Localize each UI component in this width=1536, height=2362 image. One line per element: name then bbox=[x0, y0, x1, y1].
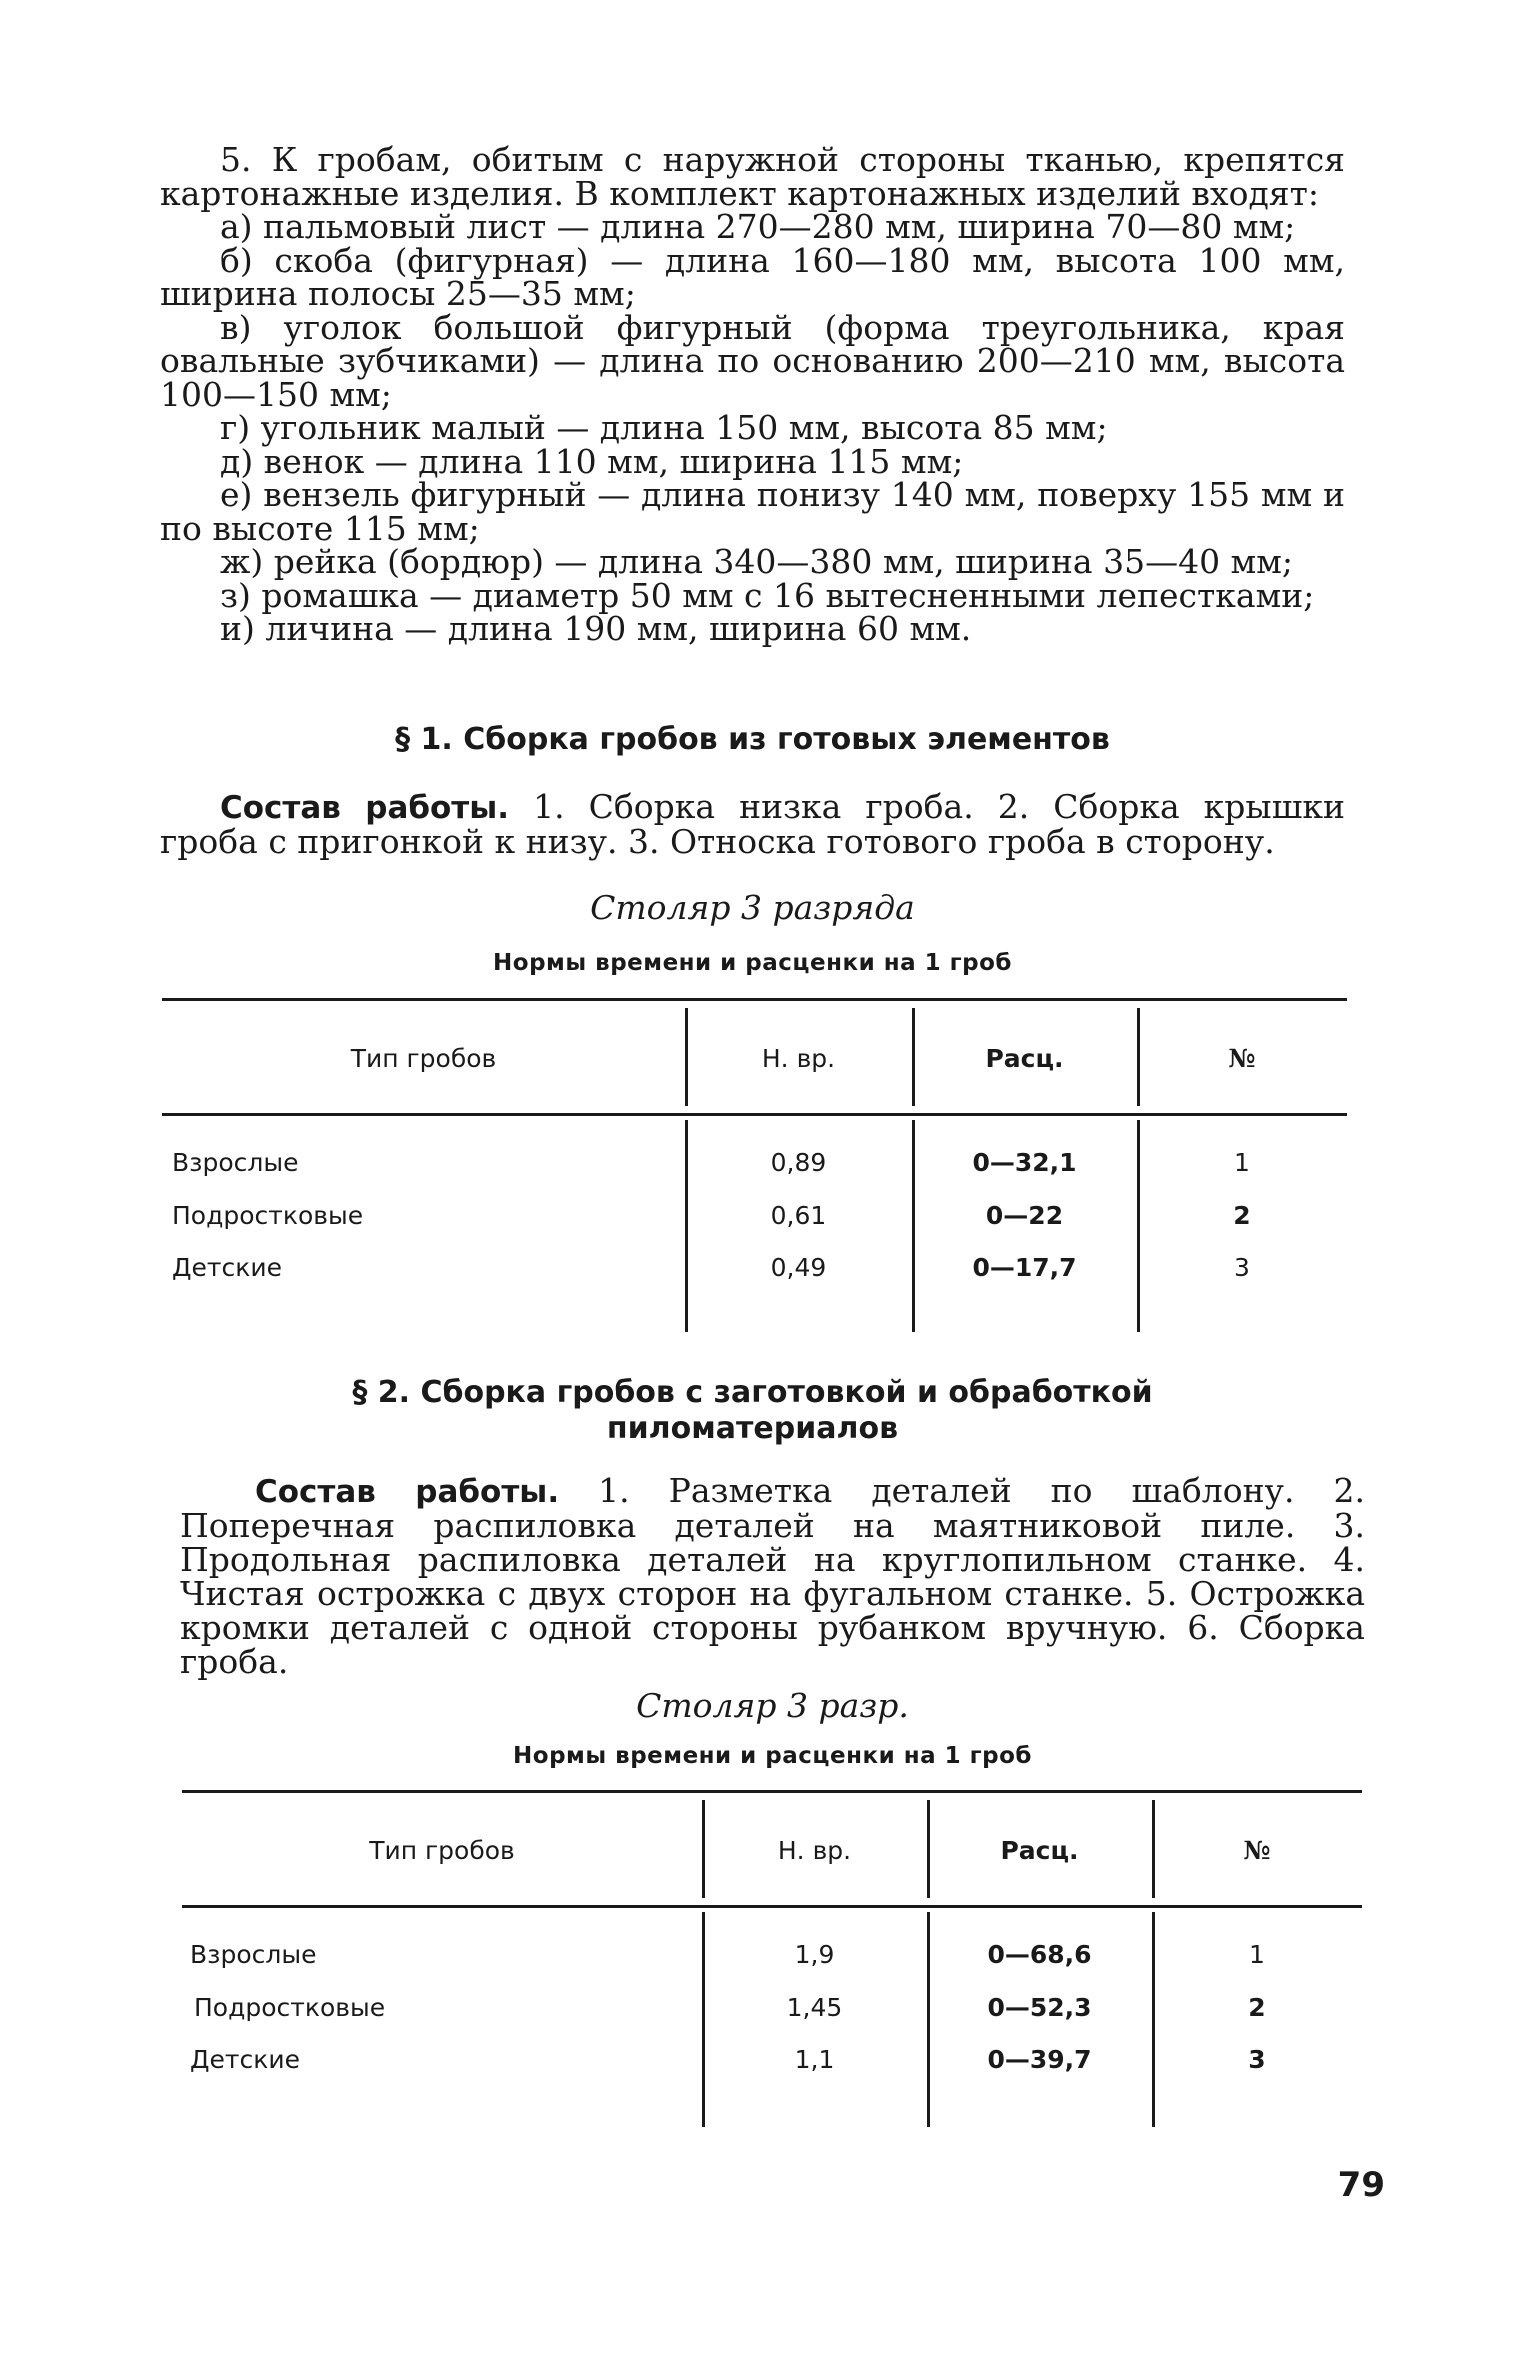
table-cell: 0—52,3 bbox=[987, 1993, 1092, 2022]
table-cell: Подростковые bbox=[172, 1201, 364, 1230]
table-header: Тип гробов bbox=[350, 1044, 497, 1073]
table-cell: 0—39,7 bbox=[987, 2045, 1092, 2074]
table-header: Расц. bbox=[1000, 1836, 1079, 1865]
table-cell: Взрослые bbox=[172, 1148, 299, 1177]
table-cell: 2 bbox=[1233, 1201, 1251, 1230]
table-header: № bbox=[1228, 1044, 1256, 1073]
intro-item: г) угольник малый — длина 150 мм, высота 85 мм; bbox=[220, 408, 1108, 447]
table-cell: 0—17,7 bbox=[972, 1253, 1077, 1282]
intro-item: в) уголок большой фигурный (форма треугольника, края овальные зубчиками) — длина по основанию 200—210 мм, высота 100—150 мм; bbox=[160, 307, 1345, 414]
intro-item: и) личина — длина 190 мм, ширина 60 мм. bbox=[220, 609, 972, 648]
table-cell: 0—22 bbox=[985, 1201, 1064, 1230]
section1-title: § 1. Сборка гробов из готовых элементов bbox=[395, 722, 1110, 757]
section1-table bbox=[162, 998, 1347, 1340]
table-header: № bbox=[1243, 1836, 1271, 1865]
section2-title-line2: пиломатериалов bbox=[606, 1411, 899, 1446]
intro-item: е) вензель фигурный — длина понизу 140 мм, поверху 155 мм и по высоте 115 мм; bbox=[160, 475, 1345, 548]
intro-item: д) венок — длина 110 мм, ширина 115 мм; bbox=[220, 441, 964, 481]
intro-item: з) ромашка — диаметр 50 мм с 16 вытесненными лепестками; bbox=[220, 575, 1315, 615]
table-cell: 0,49 bbox=[770, 1253, 827, 1282]
section2-title bbox=[160, 1375, 1345, 1447]
section2-table bbox=[182, 1790, 1362, 2135]
table-cell: 0,61 bbox=[770, 1201, 827, 1230]
table-header: Н. вр. bbox=[761, 1044, 836, 1073]
table-cell: 1,1 bbox=[794, 2045, 835, 2074]
section2-work-text: 1. Разметка деталей по шаблону. 2. Поперечная распиловка деталей на маятниковой пиле. 3. Продольная распиловка деталей на круглопильном станке. 4. Чистая острожка с двух сторон на фугальном станке. 5. Острожка кромки деталей с одной стороны рубанком вручную. 6. Сборка гроба. bbox=[180, 1471, 1365, 1681]
section1-work-label: Состав работы. bbox=[220, 790, 510, 826]
section1-worker: Столяр 3 разряда bbox=[590, 888, 915, 927]
table-cell: 1 bbox=[1249, 1940, 1265, 1969]
table-cell: 1 bbox=[1234, 1148, 1250, 1177]
intro-item: ж) рейка (бордюр) — длина 340—380 мм, ширина 35—40 мм; bbox=[220, 542, 1294, 581]
table-cell: 2 bbox=[1248, 1993, 1266, 2022]
table-cell: 1,45 bbox=[786, 1993, 843, 2022]
table-header: Расц. bbox=[985, 1044, 1064, 1073]
intro-item: б) скоба (фигурная) — длина 160—180 мм, высота 100 мм, ширина полосы 25—35 мм; bbox=[160, 240, 1345, 313]
section1-work bbox=[160, 787, 1345, 861]
table-header-rule bbox=[182, 1905, 1362, 1908]
table-top-rule bbox=[162, 998, 1347, 1001]
table-header-rule bbox=[162, 1113, 1347, 1116]
table-cell: Подростковые bbox=[194, 1993, 386, 2022]
table-cell: 0—68,6 bbox=[987, 1940, 1092, 1969]
intro-item: а) пальмовый лист — длина 270—280 мм, ширина 70—80 мм; bbox=[220, 207, 1296, 246]
table-header: Тип гробов bbox=[369, 1836, 515, 1865]
table-cell: 3 bbox=[1234, 1253, 1250, 1282]
table-cell: Детские bbox=[172, 1253, 282, 1282]
table-cell: 0—32,1 bbox=[972, 1148, 1077, 1177]
table-cell: 1,9 bbox=[794, 1940, 835, 1969]
intro-block bbox=[160, 140, 1345, 648]
table-cell: Взрослые bbox=[190, 1940, 317, 1969]
section2-work bbox=[180, 1471, 1365, 1681]
section1-work-text: 1. Сборка низка гроба. 2. Сборка крышки гроба с пригонкой к низу. 3. Относка готового гроба в сторону. bbox=[160, 787, 1345, 861]
section2-caption: Нормы времени и расценки на 1 гроб bbox=[513, 1743, 1032, 1769]
section2-title-line1: § 2. Сборка гробов с заготовкой и обработкой bbox=[352, 1375, 1153, 1410]
page-number: 79 bbox=[1337, 2165, 1385, 2205]
section1-caption: Нормы времени и расценки на 1 гроб bbox=[493, 950, 1012, 976]
table-top-rule bbox=[182, 1790, 1362, 1793]
table-cell: 0,89 bbox=[770, 1148, 827, 1177]
table-cell: 3 bbox=[1248, 2045, 1266, 2074]
section2-worker: Столяр 3 разр. bbox=[636, 1686, 909, 1725]
intro-lead: 5. К гробам, обитым с наружной стороны тканью, крепятся картонажные изделия. В комплект картонажных изделий входят: bbox=[160, 140, 1345, 213]
section2-work-label: Состав работы. bbox=[255, 1474, 560, 1510]
table-cell: Детские bbox=[190, 2045, 300, 2074]
table-header: Н. вр. bbox=[777, 1836, 852, 1865]
